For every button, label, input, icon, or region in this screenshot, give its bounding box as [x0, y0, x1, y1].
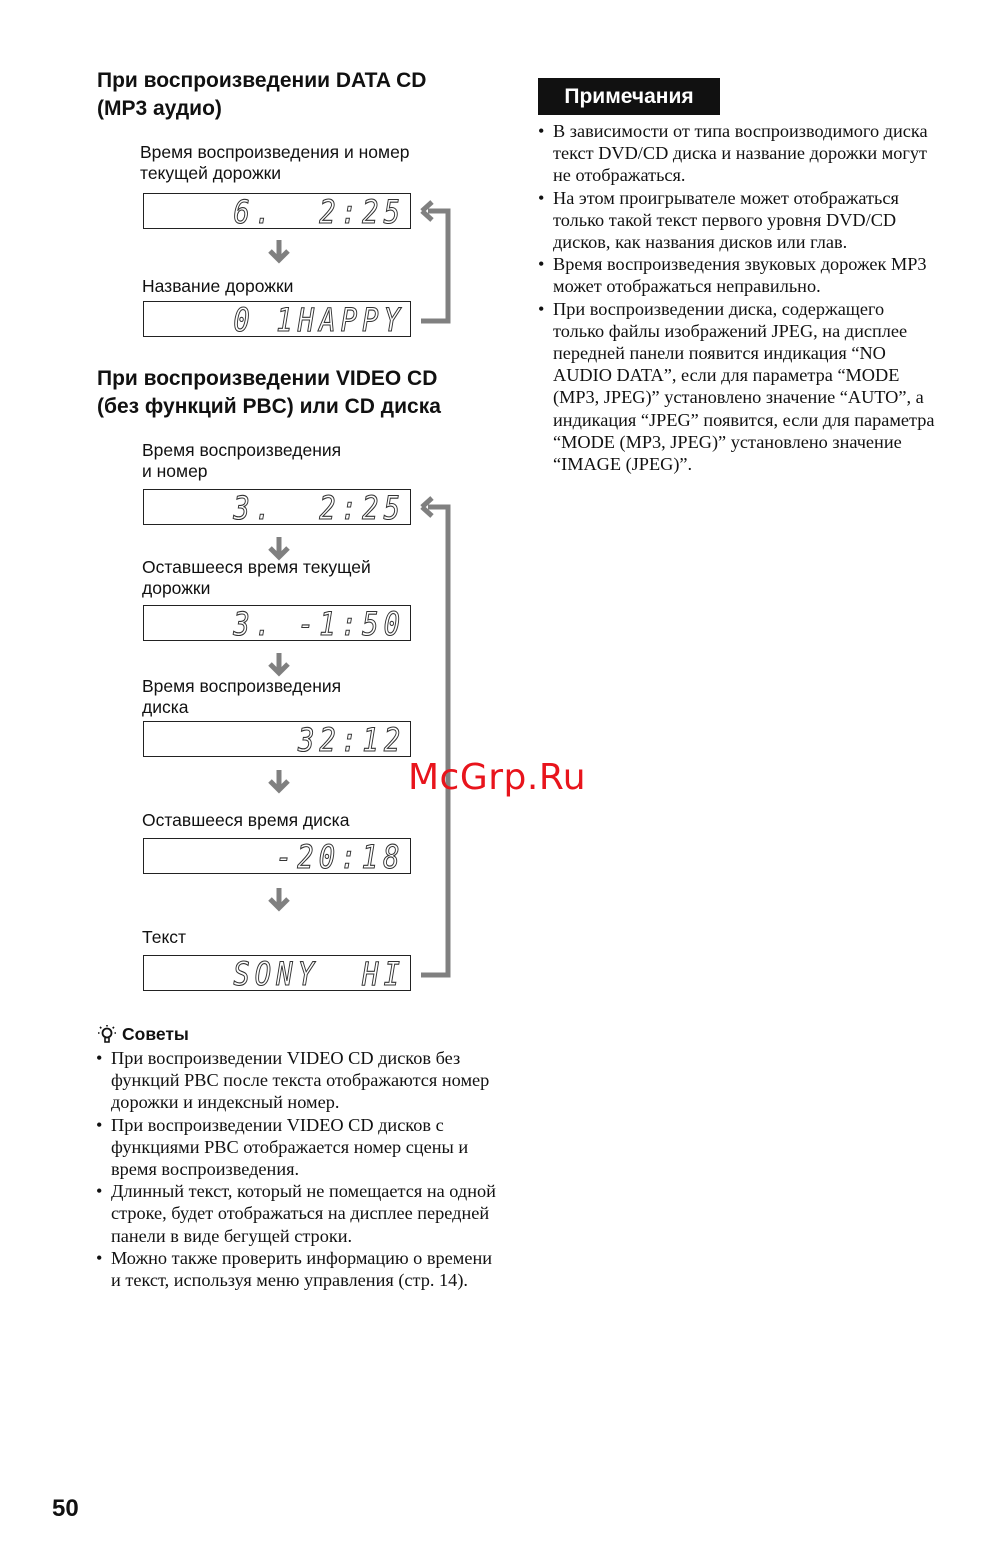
- vcd-section-heading: [97, 365, 441, 421]
- down-arrow-icon: [266, 768, 292, 794]
- caption-line: Оставшееся время диска: [142, 810, 350, 830]
- tips-title: Советы: [122, 1024, 189, 1044]
- caption-line: Время воспроизведения: [142, 440, 342, 460]
- vcd-heading-line2: (без функций PBC) или CD диска: [97, 395, 441, 418]
- list-item: • При воспроизведении диска, содержащего только файлы изображений JPEG, на дисплее передней панели появится индикация “NO AUDIO DATA”, если для параметра “MODE (MP3, JPEG)” установлено значение “AUTO”, а индикация “JPEG” появится, если для параметра “MODE (MP3, JPEG)” установлено значение “IMAGE (JPEG)”.: [538, 298, 938, 476]
- notes-list: [538, 120, 938, 475]
- lcd-display: [143, 721, 411, 757]
- mp3-caption-trackname: [142, 276, 293, 297]
- lcd-text: SONY HI: [233, 955, 405, 993]
- list-item: • Время воспроизведения звуковых дорожек MP3 может отображаться неправильно.: [538, 253, 938, 297]
- list-item: • При воспроизведении VIDEO CD дисков без функций PBC после текста отображаются номер дорожки и индексный номер.: [96, 1047, 498, 1114]
- list-item: • В зависимости от типа воспроизводимого диска текст DVD/CD диска и название дорожки могут не отображаться.: [538, 120, 938, 187]
- caption-line: дорожки: [142, 578, 211, 598]
- caption-line: текущей дорожки: [140, 163, 282, 183]
- loop-back-arrow-icon: [418, 198, 458, 328]
- list-item: • Можно также проверить информацию о времени и текст, используя меню управления (стр. 14).: [96, 1247, 498, 1291]
- vcd-caption-track-remaining: [142, 557, 371, 599]
- lightbulb-icon: [97, 1024, 117, 1044]
- mp3-heading-line2: (MP3 аудио): [97, 97, 222, 120]
- page-number: 50: [52, 1495, 79, 1522]
- lcd-text: 0 1HAPPY: [233, 301, 405, 339]
- lcd-text: 3. -1:50: [233, 605, 405, 643]
- caption-line: Оставшееся время текущей: [142, 557, 371, 577]
- tips-list: [96, 1047, 498, 1291]
- vcd-caption-text: [142, 927, 186, 948]
- list-item: • При воспроизведении VIDEO CD дисков с функциями PBC отображается номер сцены и время воспроизведения.: [96, 1114, 498, 1181]
- lcd-display: [143, 301, 411, 337]
- vcd-caption-playtime: [142, 440, 341, 482]
- caption-line: и номер: [142, 461, 208, 481]
- mp3-caption-playtime: [140, 142, 410, 184]
- mp3-heading-line1: При воспроизведении DATA CD: [97, 69, 427, 92]
- lcd-text: 32:12: [297, 721, 405, 759]
- down-arrow-icon: [266, 238, 292, 264]
- caption-line: Время воспроизведения и номер: [140, 142, 410, 162]
- lcd-text: 6. 2:25: [233, 193, 405, 231]
- down-arrow-icon: [266, 886, 292, 912]
- loop-back-arrow-icon: [418, 494, 458, 984]
- caption-line: Текст: [142, 927, 187, 947]
- down-arrow-icon: [266, 651, 292, 677]
- mp3-section-heading: [97, 67, 426, 123]
- vcd-caption-disc-playtime: [142, 676, 341, 718]
- vcd-caption-disc-remaining: [142, 810, 349, 831]
- tips-heading: [97, 1023, 189, 1045]
- lcd-display: [143, 605, 411, 641]
- vcd-heading-line1: При воспроизведении VIDEO CD: [97, 367, 438, 390]
- caption-line: диска: [142, 697, 189, 717]
- caption-line: Название дорожки: [142, 276, 294, 296]
- lcd-text: -20:18: [276, 838, 405, 876]
- list-item: • Длинный текст, который не помещается на одной строке, будет отображаться на дисплее передней панели в виде бегущей строки.: [96, 1180, 498, 1247]
- lcd-display: [143, 955, 411, 991]
- caption-line: Время воспроизведения: [142, 676, 342, 696]
- notes-title: Примечания: [538, 78, 720, 115]
- lcd-display: [143, 838, 411, 874]
- lcd-display: [143, 489, 411, 525]
- list-item: • На этом проигрывателе может отображаться только такой текст первого уровня DVD/CD дисков, как названия дисков или глав.: [538, 187, 938, 254]
- watermark: McGrp.Ru: [408, 757, 587, 798]
- lcd-text: 3. 2:25: [233, 489, 405, 527]
- lcd-display: [143, 193, 411, 229]
